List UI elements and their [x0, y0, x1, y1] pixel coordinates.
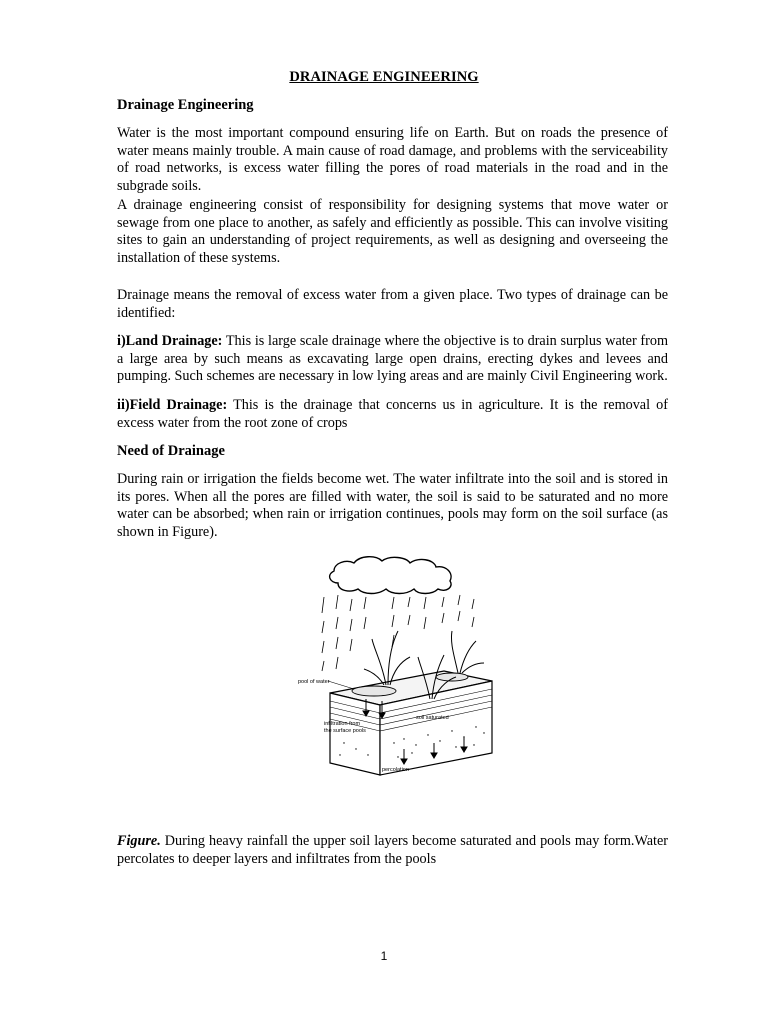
field-drainage-label: ii)Field Drainage:	[117, 397, 228, 413]
figure-label-percolation: percolation	[382, 767, 409, 773]
figure-label-pool: pool of water	[298, 679, 330, 685]
figure-label-infiltration-1: infiltration from	[324, 721, 361, 727]
figure-label-saturated: soil saturated	[416, 715, 449, 721]
section-heading-need: Need of Drainage	[117, 443, 225, 459]
soil-saturation-figure	[294, 553, 500, 779]
figure-caption-label: Figure.	[117, 833, 161, 849]
land-drainage-text: This is large scale drainage where the objective is to drain surplus water from a large area by such means as excavating large open drains, erecting dykes and levees and pumping. Such schemes are necessary in low lying areas and are mainly Civil Engineering work.	[117, 333, 669, 384]
land-drainage-label: i)Land Drainage:	[117, 333, 223, 349]
document-title: DRAINAGE ENGINEERING	[289, 69, 479, 85]
paragraph-need-of-drainage: During rain or irrigation the fields become wet. The water infiltrate into the soil and is stored in its pores. When all the pores are filled with water, the soil is said to be saturated and no more water can be absorbed; when rain or irrigation continues, pools may form on the soil surface (as shown in Figure).	[117, 471, 668, 540]
cloud-icon	[330, 557, 451, 594]
paragraph-drainage-engineering: A drainage engineering consist of responsibility for designing systems that move water or sewage from one place to another, as safely and efficiently as possible. This can involve visiting sites to gain an understanding of project requirements, as well as designing and overseeing the installation of these systems.	[117, 197, 668, 266]
section-heading-intro: Drainage Engineering	[117, 97, 254, 113]
figure-label-infiltration-2: the surface pools	[324, 728, 366, 734]
paragraph-drainage-definition: Drainage means the removal of excess water from a given place. Two types of drainage can be identified:	[117, 287, 668, 321]
figure-caption-text: During heavy rainfall the upper soil layers become saturated and pools may form.Water percolates to deeper layers and infiltrates from the pools	[117, 833, 668, 867]
paragraph-field-drainage	[117, 397, 668, 432]
field-drainage-text: This is the drainage that concerns us in agriculture. It is the removal of excess water from the root zone of crops	[117, 397, 669, 431]
pool-of-water-right	[436, 673, 468, 681]
soil-front-face	[330, 693, 380, 775]
figure-caption	[117, 833, 668, 868]
pool-of-water-left	[352, 686, 396, 696]
paragraph-land-drainage	[117, 333, 668, 386]
paragraph-intro: Water is the most important compound ensuring life on Earth. But on roads the presence of water means mainly trouble. A main cause of road damage, and problems with the serviceability of road networks, is excess water filling the pores of road materials in the road and in the subgrade soils.	[117, 125, 668, 194]
rain-lines	[322, 595, 474, 671]
page-number: 1	[380, 949, 388, 963]
